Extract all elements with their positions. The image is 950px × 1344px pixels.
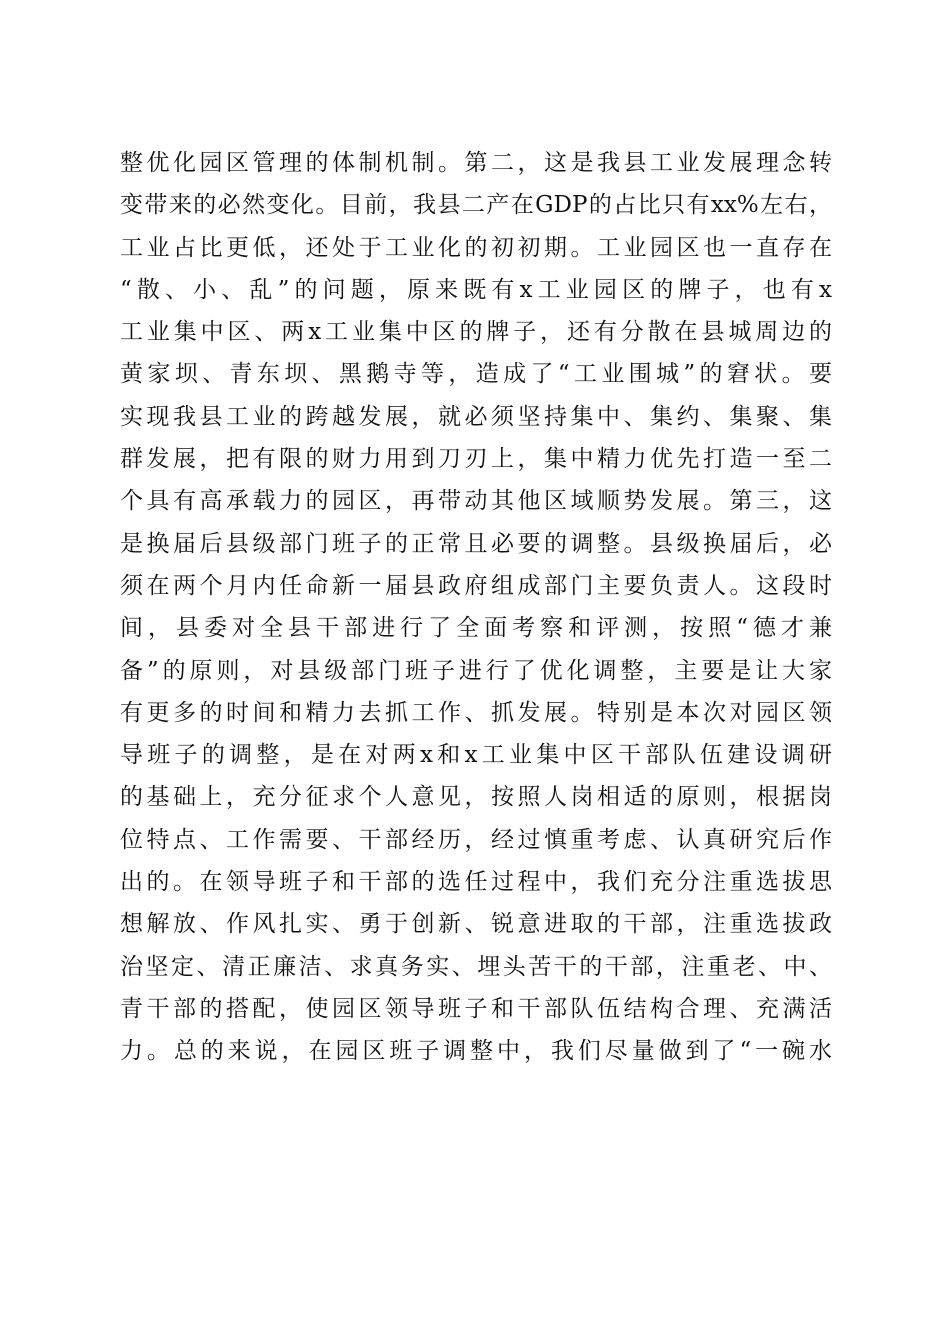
text-line: 间，县委对全县干部进行了全面考察和评测，按照“德才兼 <box>120 615 832 642</box>
text-line: 的基础上，充分征求个人意见，按照人岗相适的原则，根据岗 <box>120 784 832 811</box>
text-line: 群发展，把有限的财力用到刀刃上，集中精力优先打造一至二 <box>120 446 832 473</box>
text-line: 导班子的调整，是在对两x和x工业集中区干部队伍建设调研 <box>120 742 832 769</box>
text-line: 须在两个月内任命新一届县政府组成部门主要负责人。这段时 <box>120 572 832 599</box>
text-line: 治坚定、清正廉洁、求真务实、埋头苦干的干部，注重老、中、 <box>120 953 832 980</box>
text-line: 工业集中区、两x工业集中区的牌子，还有分散在县城周边的 <box>120 319 832 346</box>
text-line: 整优化园区管理的体制机制。第二，这是我县工业发展理念转 <box>120 150 832 176</box>
text-line: 想解放、作风扎实、勇于创新、锐意进取的干部，注重选拔政 <box>120 911 832 938</box>
text-line: 备”的原则，对县级部门班子进行了优化调整，主要是让大家 <box>120 657 832 684</box>
text-line: 工业占比更低，还处于工业化的初初期。工业园区也一直存在 <box>120 234 832 261</box>
text-line: 力。总的来说，在园区班子调整中，我们尽量做到了“一碗水 <box>120 1038 832 1065</box>
text-line: 青干部的搭配，使园区领导班子和干部队伍结构合理、充满活 <box>120 995 832 1022</box>
body-text <box>120 142 832 1073</box>
text-line: “散、小、乱”的问题，原来既有x工业园区的牌子，也有x <box>120 276 832 303</box>
text-line: 实现我县工业的跨越发展，就必须坚持集中、集约、集聚、集 <box>120 403 832 430</box>
text-line: 位特点、工作需要、干部经历，经过慎重考虑、认真研究后作 <box>120 826 832 853</box>
text-line: 黄家坝、青东坝、黑鹅寺等，造成了“工业围城”的窘状。要 <box>120 361 832 388</box>
text-line: 个具有高承载力的园区，再带动其他区域顺势发展。第三，这 <box>120 488 832 515</box>
text-line: 有更多的时间和精力去抓工作、抓发展。特别是本次对园区领 <box>120 699 832 726</box>
text-line: 变带来的必然变化。目前，我县二产在GDP的占比只有xx%左右， <box>120 192 832 219</box>
text-line: 出的。在领导班子和干部的选任过程中，我们充分注重选拔思 <box>120 869 832 896</box>
text-line: 是换届后县级部门班子的正常且必要的调整。县级换届后，必 <box>120 530 832 557</box>
